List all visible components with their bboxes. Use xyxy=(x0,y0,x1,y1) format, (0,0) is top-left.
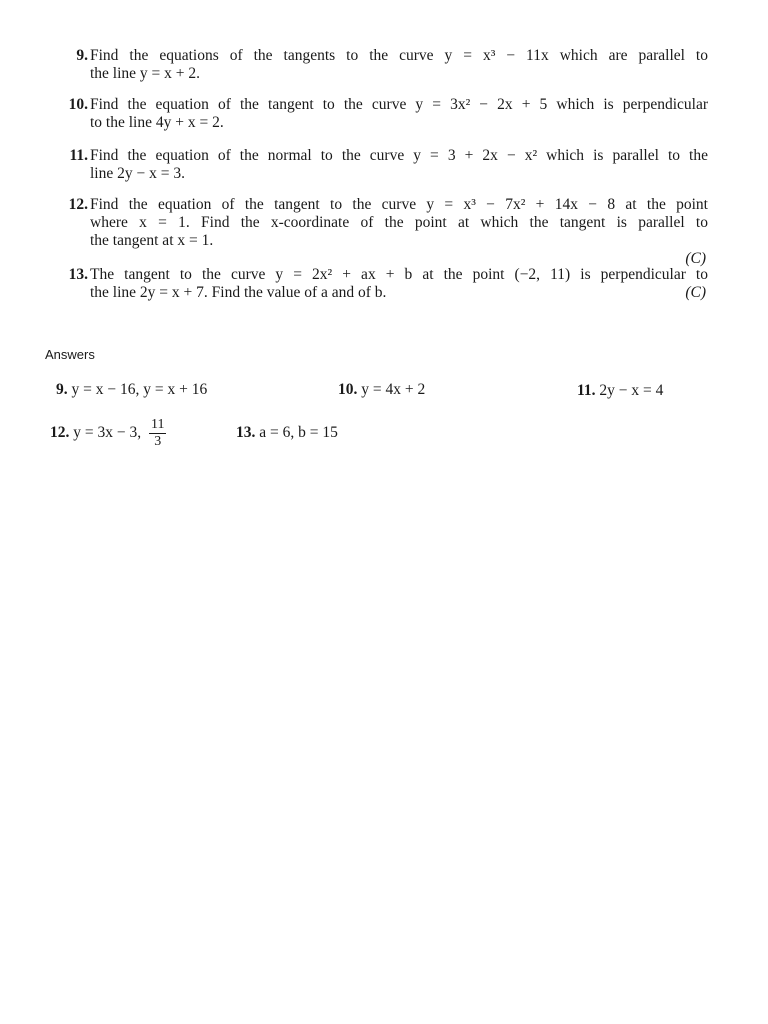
answer-10 xyxy=(338,381,425,399)
question-line: Find the equation of the tangent to the curve y = x³ − 7x² + 14x − 8 at the point xyxy=(90,196,708,213)
question-line: the line y = x + 2. xyxy=(90,65,201,82)
question-11 xyxy=(52,147,708,183)
answer-number: 12. xyxy=(50,424,70,442)
question-12 xyxy=(52,196,708,268)
question-number: 13. xyxy=(68,266,88,283)
question-line: to the line 4y + x = 2. xyxy=(90,114,224,131)
question-10 xyxy=(52,96,708,132)
fraction-numerator: 11 xyxy=(150,417,165,432)
question-line: The tangent to the curve y = 2x² + ax + b at the point (−2, 11) is perpendicular to xyxy=(90,266,708,283)
answer-11 xyxy=(577,382,663,400)
answer-text: y = 4x + 2 xyxy=(361,381,426,398)
question-13 xyxy=(52,266,708,302)
question-line: line 2y − x = 3. xyxy=(90,165,185,182)
question-number: 11. xyxy=(69,147,88,164)
answer-text: a = 6, b = 15 xyxy=(259,424,338,441)
fraction xyxy=(149,417,166,450)
answer-text: y = 3x − 3, xyxy=(73,424,142,442)
question-line: the line 2y = x + 7. Find the value of a and of b. xyxy=(90,284,387,301)
question-line: the tangent at x = 1. xyxy=(90,232,214,249)
question-9 xyxy=(52,47,708,83)
fraction-denominator: 3 xyxy=(154,434,162,449)
question-number: 9. xyxy=(76,47,88,64)
answer-text: 2y − x = 4 xyxy=(599,382,664,399)
answer-number: 11. xyxy=(577,382,596,399)
question-number: 10. xyxy=(68,96,88,113)
question-line: Find the equations of the tangents to the curve y = x³ − 11x which are parallel to xyxy=(90,47,708,64)
question-line: Find the equation of the normal to the curve y = 3 + 2x − x² which is parallel to the xyxy=(90,147,708,164)
answer-number: 10. xyxy=(338,381,358,398)
answer-12 xyxy=(50,417,166,450)
answer-9 xyxy=(56,381,207,399)
question-line: where x = 1. Find the x-coordinate of the point at which the tangent is parallel to xyxy=(90,214,708,231)
question-number: 12. xyxy=(68,196,88,213)
answer-13 xyxy=(236,424,338,442)
answers-heading: Answers xyxy=(45,347,95,362)
question-line: Find the equation of the tangent to the curve y = 3x² − 2x + 5 which is perpendicular xyxy=(90,96,708,113)
calculator-tag: (C) xyxy=(685,284,706,301)
answer-number: 9. xyxy=(56,381,68,398)
answer-number: 13. xyxy=(236,424,256,441)
calculator-tag: (C) xyxy=(685,250,706,267)
answer-text: y = x − 16, y = x + 16 xyxy=(71,381,208,398)
